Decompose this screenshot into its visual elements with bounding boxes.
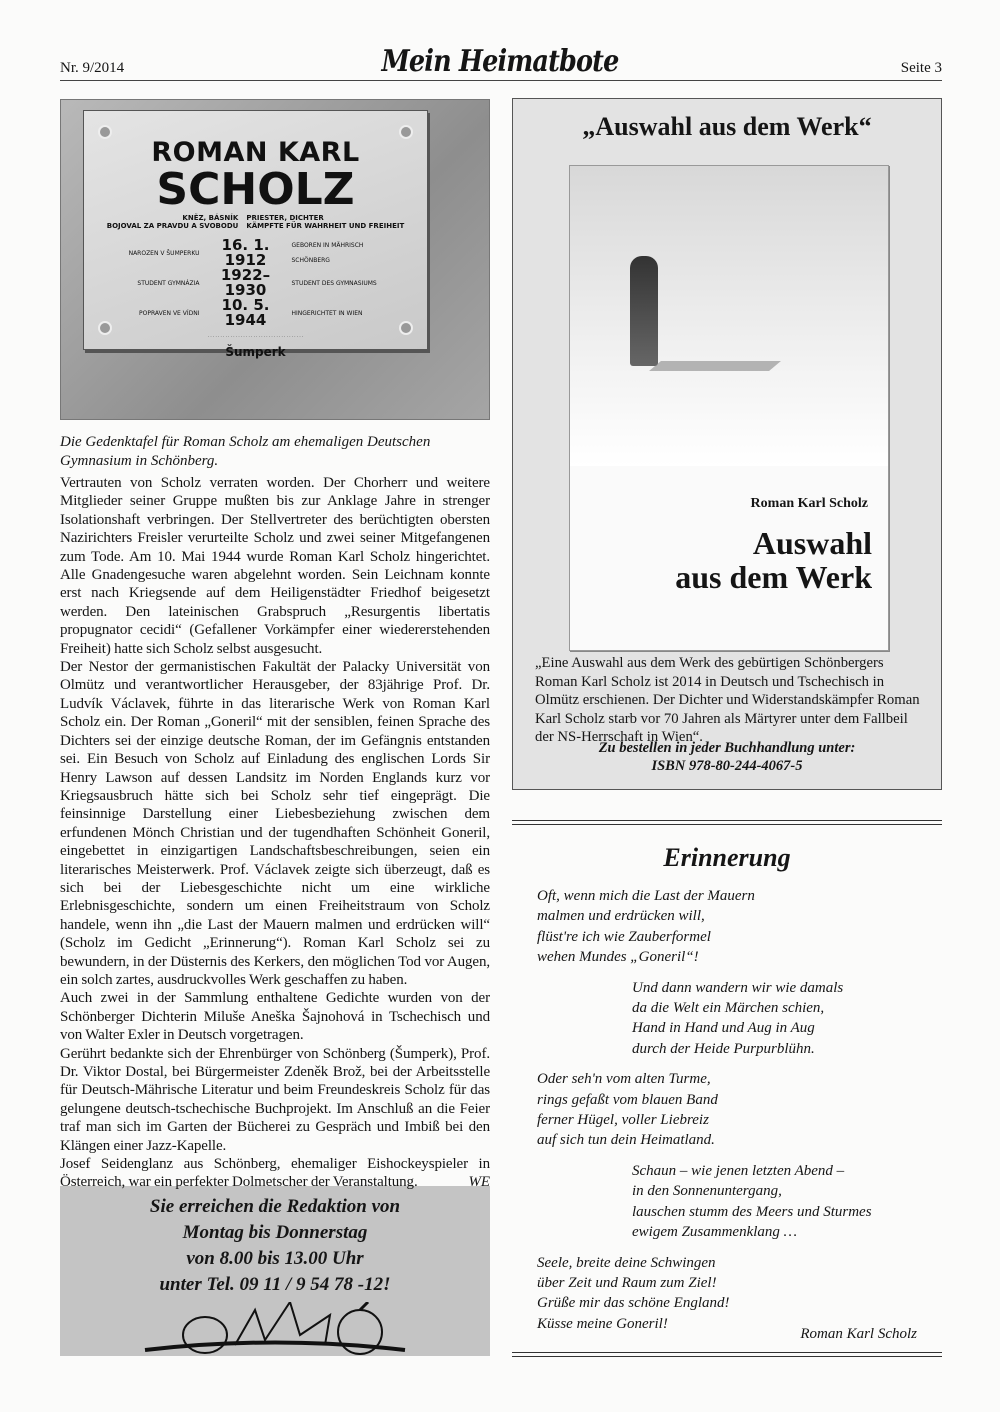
plaque-city: Šumperk [225, 345, 286, 359]
divider [512, 1356, 942, 1357]
poem-line: ewigem Zusammenklang … [632, 1224, 797, 1241]
plaque-de: HINGERICHTET IN WIEN [291, 309, 363, 317]
poem-line: Schaun – wie jenen letzten Abend – [632, 1162, 845, 1179]
poem-line: auf sich tun dein Heimatland. [537, 1132, 715, 1149]
poem-line: durch der Heide Purpurblühn. [632, 1040, 815, 1057]
header-rule [60, 80, 942, 81]
plaque-date-row [84, 238, 427, 268]
page-number: Seite 3 [900, 60, 942, 76]
article-body [60, 474, 490, 1192]
poem-line: Oder seh'n vom alten Turme, [537, 1071, 711, 1088]
screw-icon [399, 321, 413, 335]
plaque-de-role: PRIESTER, DICHTER [246, 214, 324, 222]
memorial-plaque-photo [60, 99, 490, 420]
author-initials: WE [468, 1174, 490, 1191]
article-paragraph: Der Nestor der germanistischen Fakultät der Palacky Universität von Olmütz und verantwortlicher Herausgeber, der 83jährige Prof. Dr. Ludvík Václavek, führte in das literarische Werk von Roman Karl Scholz ein. Der Roman „Goneril“ mit der sensiblen, feinen Sprache des Dichters sei der einzige deutsche Roman, der im Gefängnis entstanden sei. Ein Besuch von Scholz auf Einladung des englischen Lords Sir Henry Lawson auf dessen Landsitz im Norden Englands kurz vor Kriegsausbruch hätte sich bei Scholz sehr tief eingeprägt. Die feinsinnige Darstellung einer Liebesbeziehung zwischen dem erfundenen Mönch Christian und der tugendhaften Schönheit Goneril, eingebettet in einzigartigen Landschaftsbeschreibungen, seien ein literarisches Meisterwerk. Prof. Václavek zeigte sich überzeugt, daß es sich bei der Liebesgeschichte nicht um eine wirkliche Erlebnisgeschichte, sondern um einen Freiheitstraum von Scholz handele, wenn ihn „die Last der Mauern malmen und erdrücken will“ (Scholz im Gedicht „Erinnerung“). Roman Karl Scholz sei zu bewundern, in der Düsternis des Kerkers, den möglichen Tod vor Augen, ein solch zartes, ausdruckvolles Werk geschaffen zu haben. [60, 659, 490, 988]
plaque-date: 16. 1. 1912 [221, 236, 270, 269]
book-description: „Eine Auswahl aus dem Werk des gebürtigen Schönbergers Roman Karl Scholz ist 2014 in Deutsch und Tschechisch in Olmütz erschienen. Der Dichter und Widerstandskämpfer Roman Karl Scholz starb vor 70 Jahren als Märtyrer unter dem Fallbeil der NS-Herrschaft in Wien“. [535, 655, 920, 745]
contact-line: Montag bis Donnerstag [182, 1222, 368, 1243]
plaque-date-row [84, 298, 427, 328]
divider [512, 820, 942, 821]
book-promo-title: „Auswahl aus dem Werk“ [582, 112, 872, 141]
poem-line: Grüße mir das schöne England! [537, 1295, 730, 1312]
poem-line: flüst're ich wie Zauberformel [537, 928, 711, 945]
isbn: ISBN 978-80-244-4067-5 [651, 758, 803, 774]
poem-line: wehen Mundes „Goneril“! [537, 949, 699, 966]
poem-line: in den Sonnenuntergang, [632, 1183, 782, 1200]
plaque-date: 1922–1930 [220, 266, 271, 299]
contact-box [60, 1186, 490, 1356]
poem-title: Erinnerung [663, 843, 791, 872]
article-paragraph: Auch zwei in der Sammlung enthaltene Gedichte wurden von der Schönberger Dichterin Miluše Aneška Šajnohová in Tschechisch und von Walter Exler in Deutsch vorgetragen. [60, 990, 490, 1044]
poem-line: Küsse meine Goneril! [537, 1315, 668, 1332]
article-paragraph: Vertrauten von Scholz verraten worden. Der Chorherr und weitere Mitglieder seiner Gruppe mußten bis zur Anklage Jahre in strenger Isolationshaft verbringen. Der Stellvertreter des berüchtigten obersten Nazirichters Freisler verurteilte Scholz und zwei seiner Mitgefangenen zum Tode. Am 10. Mai 1944 wurde Roman Karl Scholz hingerichtet. Alle Gnadengesuche waren abgelehnt worden. Sein Leichnam konnte erst nach Kriegsende auf dem Heiligenstädter Friedhof beigesetzt werden. Den lateinischen Grabspruch „Resurgentis libertatis propugnator cecidi“ (Gefallener Vorkämpfer einer wiedererstehenden Freiheit) hatte sich Scholz selbst ausgesucht. [60, 475, 490, 657]
plaque-de: STUDENT DES GYMNASIUMS [291, 279, 377, 287]
poem-stanza [632, 978, 937, 1060]
plaque-cz: POPRAVEN VE VÍDNI [139, 309, 200, 317]
divider [512, 824, 942, 825]
screw-icon [98, 321, 112, 335]
order-info: Zu bestellen in jeder Buchhandlung unter: [598, 740, 856, 756]
contact-line: von 8.00 bis 13.00 Uhr [186, 1248, 364, 1269]
plaque-cz: NAROZEN V ŠUMPERKU [128, 249, 200, 257]
screw-icon [98, 125, 112, 139]
contact-line: Sie erreichen die Redaktion von [149, 1196, 401, 1217]
divider [512, 1352, 942, 1353]
plaque-surname: SCHOLZ [156, 164, 355, 215]
poem-line: ferner Hügel, voller Liebreiz [537, 1112, 709, 1129]
poem-stanza [632, 1161, 937, 1243]
cover-author: Roman Karl Scholz [750, 496, 868, 511]
poem-line: malmen und erdrücken will, [537, 908, 705, 925]
poem-line: Hand in Hand und Aug in Aug [632, 1020, 815, 1037]
book-promo-box [512, 98, 942, 790]
book-cover [569, 165, 889, 651]
cover-title-line: aus dem Werk [675, 559, 872, 595]
article-paragraph: Gerührt bedankte sich der Ehrenbürger von Schönberg (Šumperk), Prof. Dr. Viktor Dostal, bei Bürgermeister Zdeněk Brož, bei der Arbeitsstelle für Deutsch-Mährische Literatur und beim Freundeskreis Scholz für das gelungene deutsch-tschechische Buchprojekt. Im Anschluß an die Feier traf man sich im Garten der Bücherei zu Gespräch und Imbiß bei den Klängen einer Jazz-Kapelle. [60, 1045, 490, 1154]
poem-line: rings gefaßt vom blauen Band [537, 1091, 718, 1108]
plaque-name: ROMAN KARL [151, 137, 360, 168]
poem-line: lauschen stumm des Meers und Sturmes [632, 1203, 872, 1220]
cover-title-line: Auswahl [752, 525, 872, 561]
screw-icon [399, 125, 413, 139]
photo-caption: Die Gedenktafel für Roman Scholz am ehemaligen Deutschen Gymnasium in Schönberg. [60, 434, 431, 469]
cover-painting [570, 166, 888, 466]
contact-line: unter Tel. 09 11 / 9 54 78 -12! [159, 1274, 391, 1295]
article-paragraph: Josef Seidenglanz aus Schönberg, ehemaliger Eishockeyspieler in Österreich, war ein perfekter Dolmetscher der Veranstaltung. WE [60, 1156, 490, 1191]
newspaper-logo: Mein Heimatbote [381, 44, 619, 79]
plaque-de: GEBOREN IN MÄHRISCH SCHÖNBERG [291, 242, 364, 264]
poem-stanza [537, 886, 937, 968]
plaque-date-row [84, 268, 427, 298]
poem-line: über Zeit und Raum zum Ziel! [537, 1274, 717, 1291]
poem-stanza [537, 1253, 937, 1335]
poem-line: Oft, wenn mich die Last der Mauern [537, 888, 755, 904]
poem-stanza [537, 1069, 937, 1151]
plaque-date: 10. 5. 1944 [221, 296, 270, 329]
plaque-de-fight: KÄMPFTE FÜR WAHRHEIT UND FREIHEIT [246, 222, 405, 230]
harvest-vegetables-illustration [135, 1302, 415, 1358]
poem-line: da die Welt ein Märchen schien, [632, 1000, 825, 1017]
plaque-cz: STUDENT GYMNÁZIA [137, 279, 200, 287]
plaque: ROMAN KARL SCHOLZ KNĚZ, BÁSNÍK BOJOVAL ZA PRAVDU A SVOBODU PRIESTER, DICHTER KÄMPFTE FÜR WAHRHEIT UND FREIHEIT NAROZEN V ŠUMPERKU 16. 1. 1912 GEBOREN IN MÄHRISCH SCHÖNBERG STUDENT GYMNÁZIA 1922–1930 STUDENT DES GYMNASIUMS POPRAVEN VE VÍDNI 10. 5. 1944 HINGERICHTET IN WIEN · · · · · · · · · · · · · · · · · · · · · · · · · · · · · · · · · · · · · · Šumperk [83, 110, 428, 350]
issue-number: Nr. 9/2014 [60, 60, 125, 76]
poem-line: Und dann wandern wir wie damals [632, 979, 844, 996]
poem-author: Roman Karl Scholz [800, 1326, 917, 1343]
poem [537, 886, 937, 1345]
poem-line: Seele, breite deine Schwingen [537, 1254, 716, 1271]
plaque-cz-fight: BOJOVAL ZA PRAVDU A SVOBODU [106, 222, 239, 230]
plaque-cz-role: KNĚZ, BÁSNÍK [182, 214, 239, 222]
